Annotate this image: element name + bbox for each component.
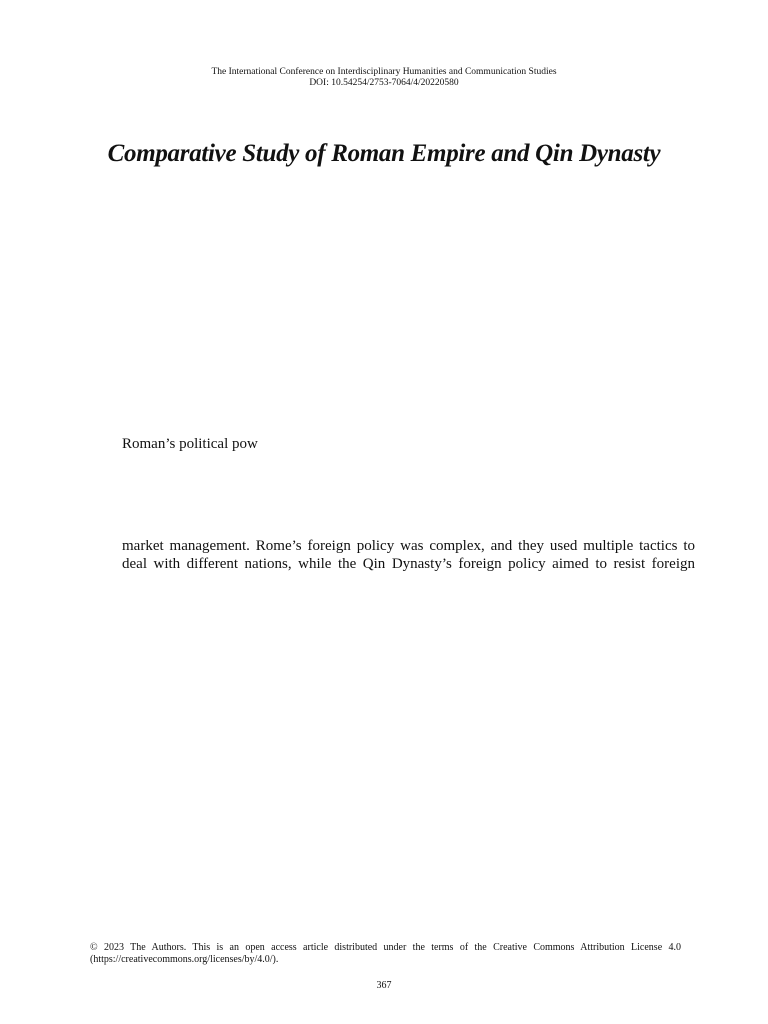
page-number: 367	[376, 980, 392, 991]
paragraph-line: deal with different nations, while the Qin Dynasty’s foreign policy aimed to resist foreign	[122, 556, 695, 572]
license-note	[90, 942, 681, 966]
running-header	[0, 67, 768, 89]
conference-name: The International Conference on Interdisciplinary Humanities and Communication Studies	[211, 67, 557, 77]
paragraph-line: market management. Rome’s foreign policy was complex, and they used multiple tactics to	[122, 538, 695, 554]
paper-title: Comparative Study of Roman Empire and Qin Dynasty	[107, 140, 661, 167]
body-text-fragment: Roman’s political pow	[122, 436, 258, 452]
doi-line: DOI: 10.54254/2753-7064/4/20220580	[309, 78, 459, 88]
license-url-line: (https://creativecommons.org/licenses/by/4.0/).	[90, 954, 279, 965]
license-line: © 2023 The Authors. This is an open access article distributed under the terms of the Creative Commons Attribution License 4.0	[90, 942, 681, 953]
body-paragraph	[122, 537, 695, 573]
